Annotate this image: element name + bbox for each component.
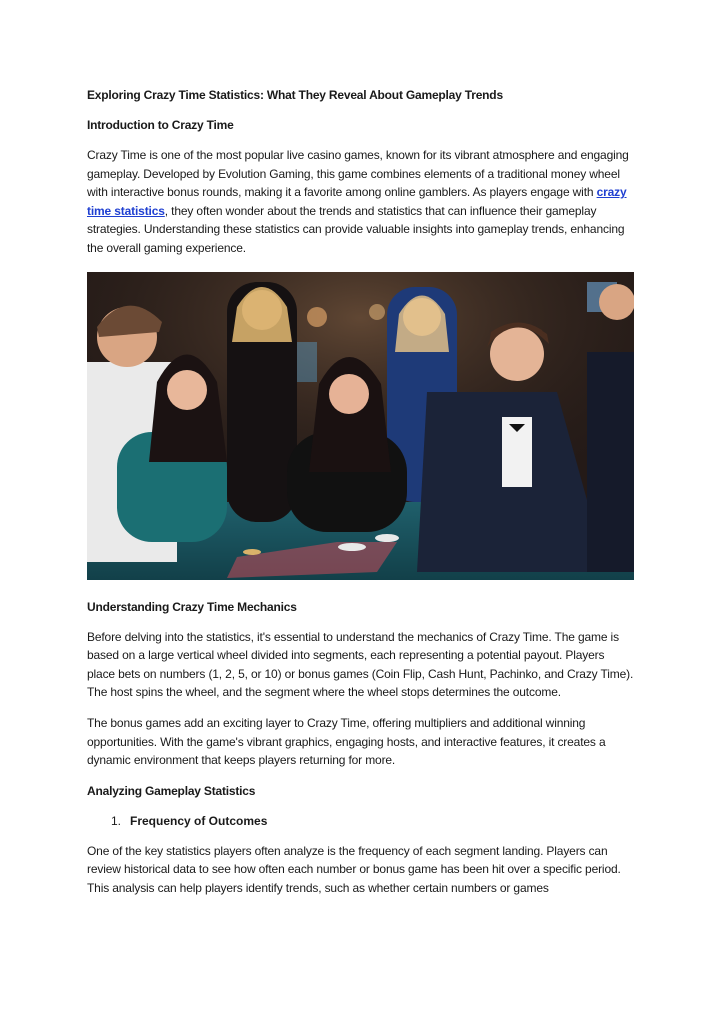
mechanics-paragraph-2: The bonus games add an exciting layer to Crazy Time, offering multipliers and additional winning opportunities. With the game's vibrant graphics, engaging hosts, and interactive features, it creates a dynamic environment that keeps players returning for more. xyxy=(87,715,606,768)
intro-heading: Introduction to Crazy Time xyxy=(87,118,234,132)
casino-players-illustration xyxy=(87,272,634,580)
list-number: 1. xyxy=(111,813,122,828)
intro-text-after-link: , they often wonder about the trends and statistics that can influence their gameplay strategies. Understanding these statistics can provide valuable insights into gameplay trends, enhancing the overall gaming experience. xyxy=(87,203,625,255)
document-title: Exploring Crazy Time Statistics: What They Reveal About Gameplay Trends xyxy=(87,88,503,102)
crazy-time-statistics-link[interactable]: crazy time statistics xyxy=(87,185,627,218)
document-content xyxy=(87,86,634,910)
frequency-paragraph: One of the key statistics players often analyze is the frequency of each segment landing. Players can review historical data to see how often each number or bonus game has been hit over a specific period. This analysis can help players identify trends, such as whether certain numbers or games xyxy=(87,843,621,895)
analyzing-heading: Analyzing Gameplay Statistics xyxy=(87,783,256,798)
intro-paragraph xyxy=(87,146,634,258)
list-item-label: Frequency of Outcomes xyxy=(130,813,268,828)
intro-text-before-link: Crazy Time is one of the most popular live casino games, known for its vibrant atmosphere and engaging gameplay. Developed by Evolution Gaming, this game combines elements of a traditional money wheel with interactive bonus rounds, making it a favorite among online gamblers. As players engage with xyxy=(87,148,629,200)
casino-table-photo xyxy=(87,272,634,580)
list-item-frequency xyxy=(87,812,634,830)
mechanics-heading: Understanding Crazy Time Mechanics xyxy=(87,599,297,614)
mechanics-paragraph-1: Before delving into the statistics, it's essential to understand the mechanics of Crazy Time. The game is based on a large vertical wheel divided into segments, each representing a potential payout. Players place bets on numbers (1, 2, 5, or 10) or bonus games (Coin Flip, Cash Hunt, Pachinko, and Crazy Time). The host spins the wheel, and the segment where the wheel stops determines the outcome. xyxy=(87,629,634,700)
